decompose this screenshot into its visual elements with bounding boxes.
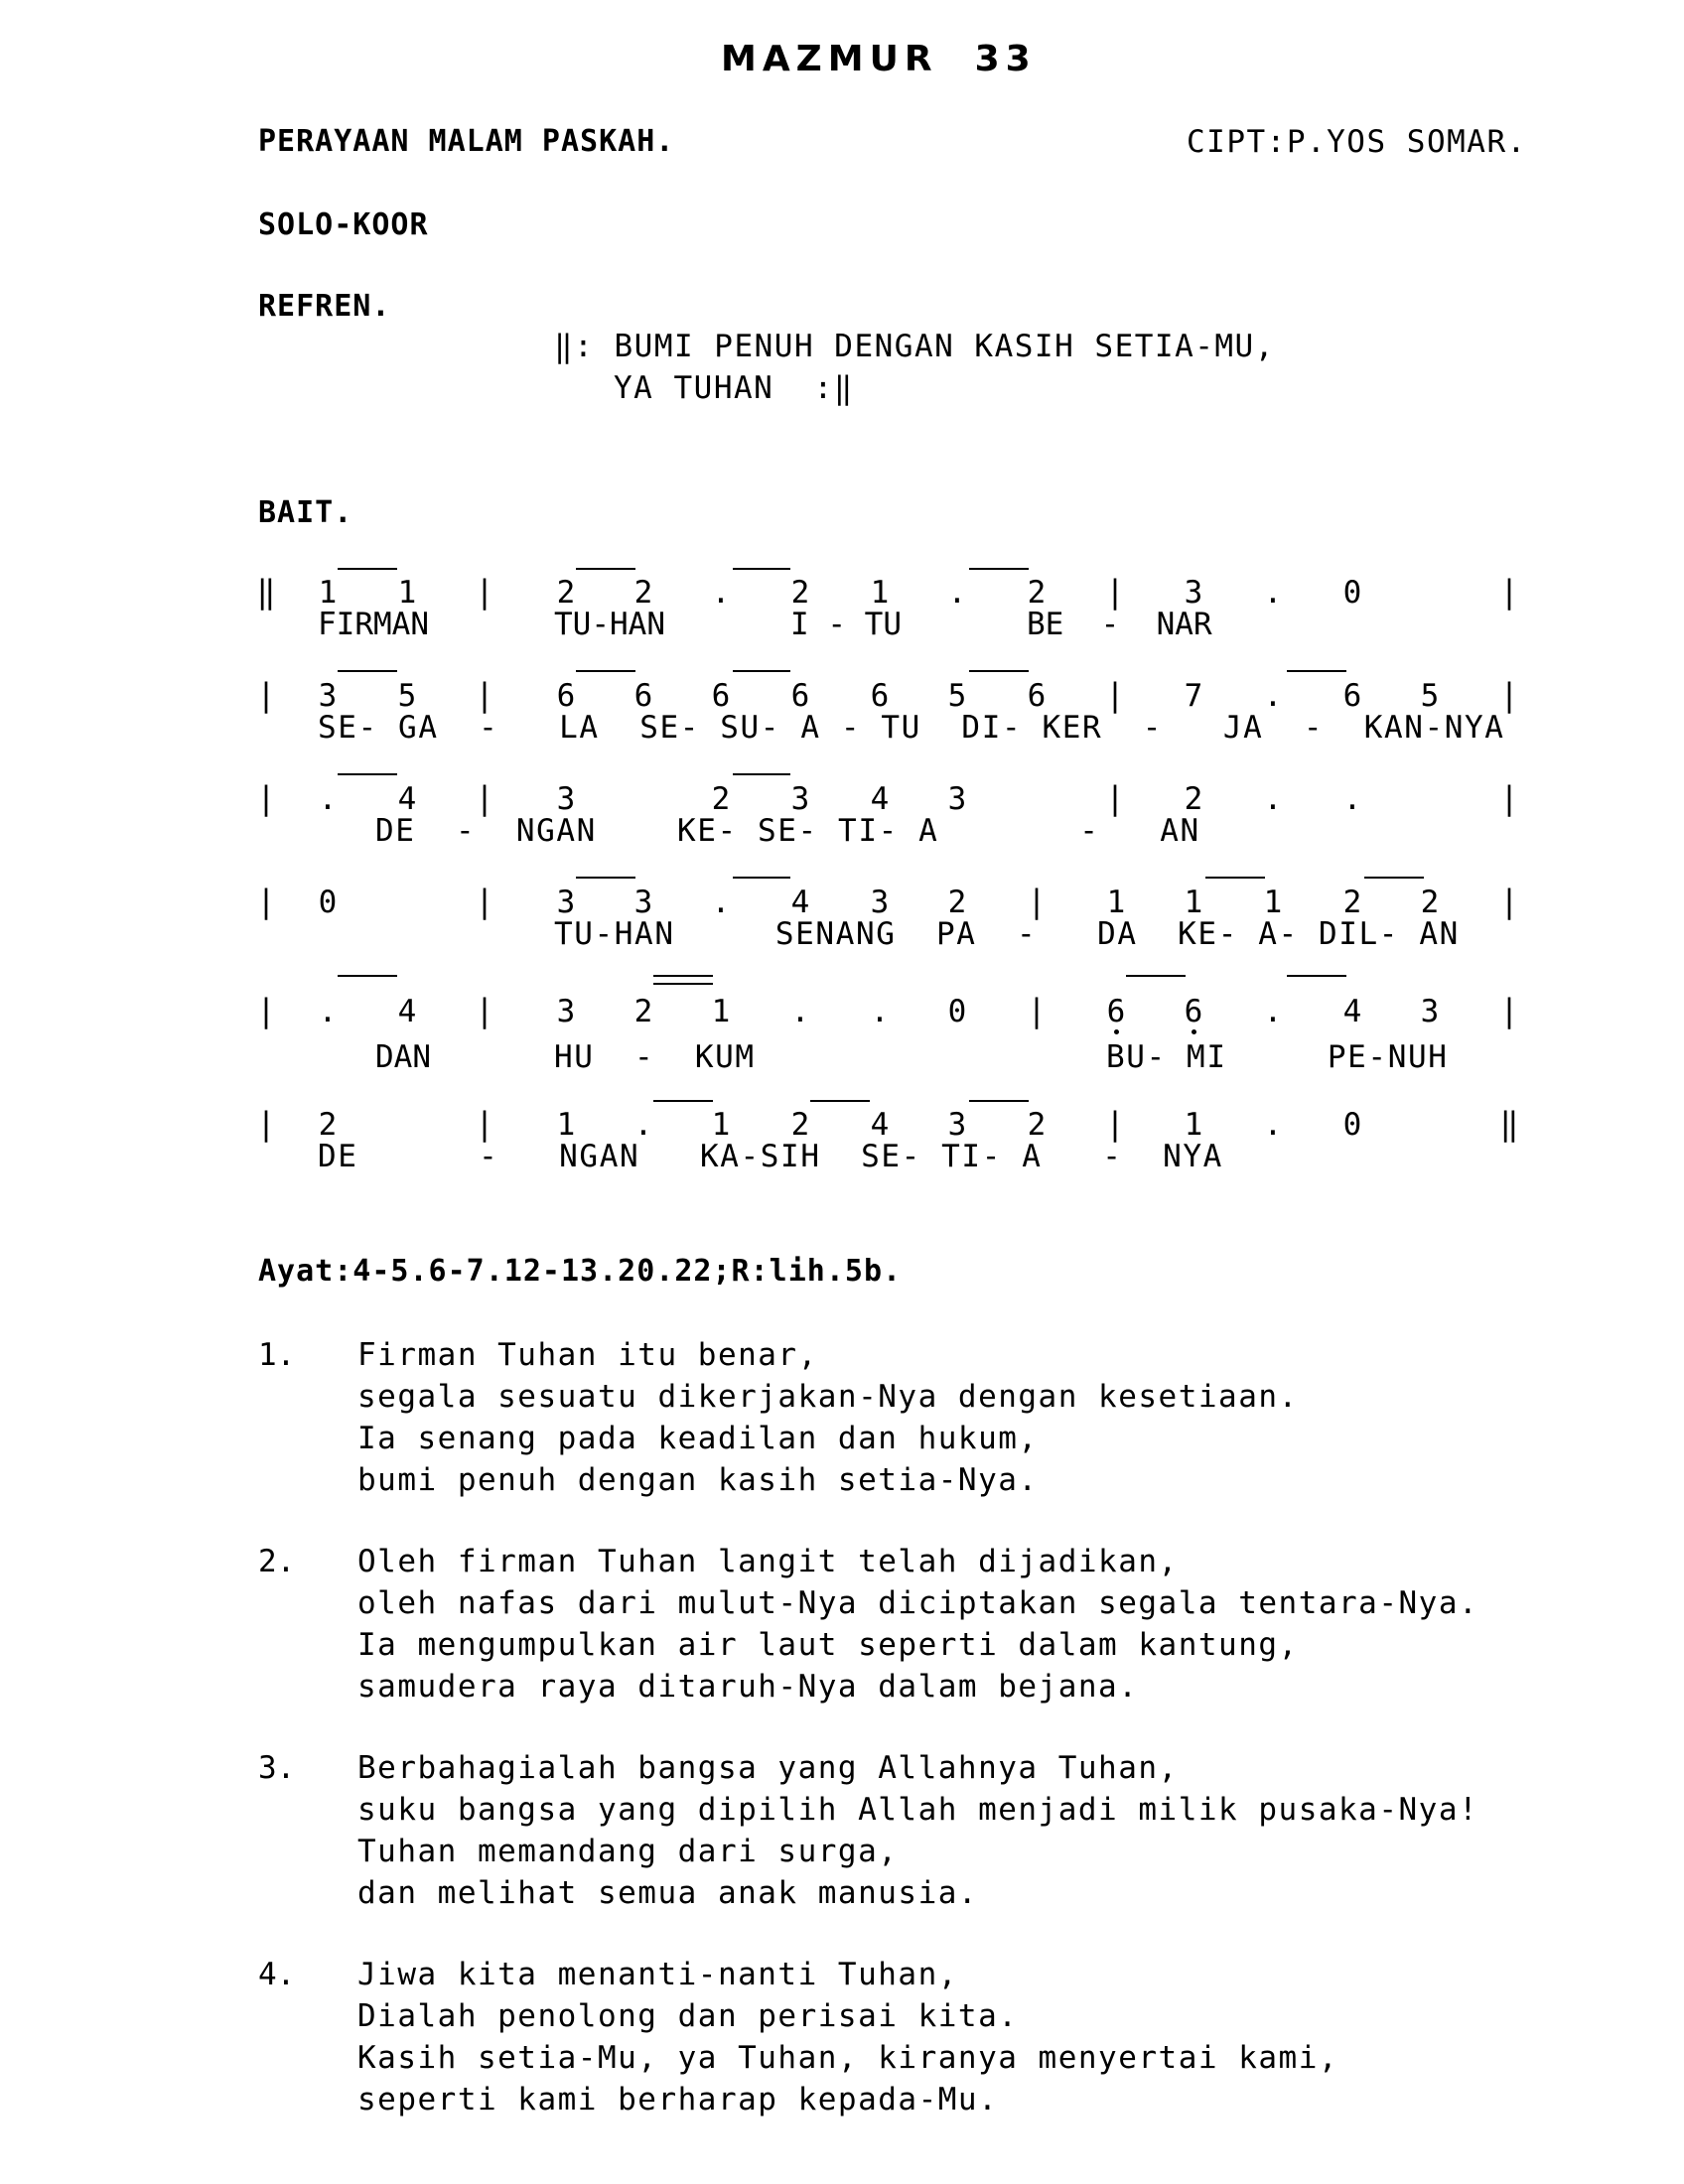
note: 2	[556, 575, 576, 611]
note: 4	[870, 781, 890, 817]
note: 2	[633, 575, 653, 611]
verse-line: oleh nafas dari mulut-Nya diciptakan segala tentara-Nya.	[357, 1585, 1479, 1621]
verse-line: Dialah penolong dan perisai kita.	[357, 1998, 1019, 2034]
note: 2	[1420, 885, 1440, 920]
barline: |	[1027, 992, 1047, 1029]
note: 2	[947, 885, 967, 920]
note: 1	[556, 1107, 576, 1143]
note: 3	[633, 885, 653, 920]
beam	[969, 670, 1029, 672]
verse-line: bumi penuh dengan kasih setia-Nya.	[357, 1462, 1039, 1498]
barline: |	[256, 676, 276, 714]
note: .	[711, 885, 731, 920]
note: 6	[1342, 678, 1362, 714]
note: .	[318, 781, 338, 817]
note: 3	[1184, 575, 1203, 611]
verse-line: Firman Tuhan itu benar,	[357, 1337, 818, 1373]
beam	[810, 1100, 870, 1102]
note: 2	[790, 575, 810, 611]
barline: |	[475, 779, 494, 817]
beam	[1364, 877, 1424, 879]
refrain-heading: REFREN.	[258, 289, 391, 324]
barline: |	[1105, 779, 1125, 817]
barline: |	[256, 779, 276, 817]
note: 2	[1342, 885, 1362, 920]
note: 2	[1027, 575, 1047, 611]
note: .	[711, 575, 731, 611]
note: 3	[556, 781, 576, 817]
lyric: BU- MI PE-NUH	[1106, 1039, 1449, 1075]
verse-line: Ia senang pada keadilan dan hukum,	[357, 1421, 1039, 1456]
note: 1	[1106, 885, 1126, 920]
verse-line: segala sesuatu dikerjakan-Nya dengan kesetiaan.	[357, 1379, 1299, 1415]
verse-line: Kasih setia-Mu, ya Tuhan, kiranya menyertai kami,	[357, 2040, 1339, 2076]
lyric: DE - NGAN KA-SIH SE- TI- A - NYA	[318, 1139, 1223, 1174]
verse-number: 3.	[258, 1750, 296, 1786]
lyric: BE - NAR	[1027, 607, 1212, 642]
verse-line: seperti kami berharap kepada-Mu.	[357, 2082, 999, 2117]
note: 1	[1184, 1107, 1203, 1143]
note: 2	[1027, 1107, 1047, 1143]
barline: |	[1499, 779, 1519, 817]
beam	[653, 983, 713, 985]
note: 1	[318, 575, 338, 611]
note: 4	[870, 1107, 890, 1143]
note: 1	[711, 1107, 731, 1143]
note: .	[790, 994, 810, 1029]
note: 0	[1342, 1107, 1362, 1143]
beam	[338, 975, 397, 977]
note: 0	[1342, 575, 1362, 611]
note: 3	[1420, 994, 1440, 1029]
note: 6	[1027, 678, 1047, 714]
beam	[1287, 670, 1346, 672]
barline: |	[1499, 883, 1519, 920]
note: .	[1263, 994, 1283, 1029]
note: 6	[711, 678, 731, 714]
note: 7	[1184, 678, 1203, 714]
note: 3	[556, 885, 576, 920]
lyric: HU - KUM	[554, 1039, 756, 1075]
note: 6	[870, 678, 890, 714]
octave-dot	[1114, 1029, 1119, 1034]
note: 4	[397, 781, 417, 817]
note: 4	[397, 994, 417, 1029]
note: .	[633, 1107, 653, 1143]
note: .	[318, 994, 338, 1029]
note: 1	[397, 575, 417, 611]
octave-dot	[1192, 1029, 1196, 1034]
lyric: SE- GA - LA SE- SU- A - TU DI- KER - JA - KAN-NYA	[318, 710, 1505, 746]
note: 5	[1420, 678, 1440, 714]
lyric: DAN	[375, 1039, 431, 1075]
note: 1	[1184, 885, 1203, 920]
beam	[653, 1100, 713, 1102]
barline: |	[1499, 573, 1519, 611]
verse-line: suku bangsa yang dipilih Allah menjadi milik pusaka-Nya!	[357, 1792, 1479, 1828]
verse-line: Tuhan memandang dari surga,	[357, 1834, 899, 1869]
beam	[733, 568, 790, 570]
beam	[576, 568, 635, 570]
barline: |	[256, 992, 276, 1029]
bait-heading: BAIT.	[258, 495, 353, 530]
verse-line: Ia mengumpulkan air laut seperti dalam kantung,	[357, 1627, 1299, 1663]
barline: |	[1105, 676, 1125, 714]
note: .	[1263, 678, 1283, 714]
beam	[733, 773, 790, 775]
note: 3	[947, 781, 967, 817]
note: 3	[318, 678, 338, 714]
verse-line: samudera raya ditaruh-Nya dalam bejana.	[357, 1669, 1139, 1705]
verse-reference: Ayat:4-5.6-7.12-13.20.22;R:lih.5b.	[258, 1254, 903, 1289]
beam	[733, 670, 790, 672]
barline: |	[1027, 883, 1047, 920]
composer-label: CIPT:P.YOS SOMAR.	[1187, 124, 1527, 160]
barline: |	[1105, 1105, 1125, 1143]
barline: |	[475, 992, 494, 1029]
note: 2	[318, 1107, 338, 1143]
barline: |	[475, 883, 494, 920]
barline: |	[1499, 676, 1519, 714]
note: 6	[633, 678, 653, 714]
note: 5	[947, 678, 967, 714]
beam	[338, 773, 397, 775]
note: 2	[711, 781, 731, 817]
verse-line: Berbahagialah bangsa yang Allahnya Tuhan,	[357, 1750, 1179, 1786]
note: 3	[870, 885, 890, 920]
note: 4	[790, 885, 810, 920]
beam	[576, 877, 635, 879]
note: 1	[1263, 885, 1283, 920]
beam	[733, 877, 790, 879]
occasion-label: PERAYAAN MALAM PASKAH.	[258, 124, 675, 159]
barline: |	[475, 676, 494, 714]
note: 3	[556, 994, 576, 1029]
beam	[338, 568, 397, 570]
note: .	[870, 994, 890, 1029]
verse-line: Jiwa kita menanti-nanti Tuhan,	[357, 1957, 958, 1992]
barline: |	[1105, 573, 1125, 611]
beam	[969, 568, 1029, 570]
beam	[969, 1100, 1029, 1102]
lyric: I - TU	[790, 607, 902, 642]
voicing-label: SOLO-KOOR	[258, 207, 429, 242]
beam	[1126, 975, 1186, 977]
verse-number: 4.	[258, 1957, 296, 1992]
beam	[576, 670, 635, 672]
note: 6	[1184, 994, 1203, 1029]
barline: |	[475, 1105, 494, 1143]
page-title: MAZMUR 33	[721, 39, 1037, 79]
verse-number: 2.	[258, 1544, 296, 1579]
note: .	[1263, 781, 1283, 817]
note: 1	[711, 994, 731, 1029]
verse-number: 1.	[258, 1337, 296, 1373]
note: 2	[1184, 781, 1203, 817]
note: 1	[870, 575, 890, 611]
lyric: DE - NGAN KE- SE- TI- A - AN	[375, 813, 1200, 849]
lyric: FIRMAN	[318, 607, 429, 642]
double-barline: ‖	[1499, 1105, 1519, 1143]
barline: |	[256, 883, 276, 920]
lyric: TU-HAN	[554, 607, 665, 642]
beam	[653, 975, 713, 977]
double-barline: ‖	[256, 573, 276, 611]
barline: |	[1499, 992, 1519, 1029]
verse-line: dan melihat semua anak manusia.	[357, 1875, 979, 1911]
note: .	[1342, 781, 1362, 817]
note: .	[1263, 1107, 1283, 1143]
beam	[1287, 975, 1346, 977]
note: 2	[633, 994, 653, 1029]
note: 6	[790, 678, 810, 714]
barline: |	[475, 573, 494, 611]
note: 0	[318, 885, 338, 920]
note: .	[1263, 575, 1283, 611]
note: 0	[947, 994, 967, 1029]
note: 5	[397, 678, 417, 714]
beam	[1205, 877, 1265, 879]
note: 2	[790, 1107, 810, 1143]
beam	[338, 670, 397, 672]
note: 3	[947, 1107, 967, 1143]
note: .	[947, 575, 967, 611]
note: 6	[556, 678, 576, 714]
refrain-line-2: YA TUHAN :‖	[614, 370, 854, 406]
note: 4	[1342, 994, 1362, 1029]
note: 6	[1106, 994, 1126, 1029]
lyric: TU-HAN SENANG PA - DA KE- A- DIL- AN	[554, 916, 1460, 952]
refrain-line-1: ‖: BUMI PENUH DENGAN KASIH SETIA-MU,	[554, 329, 1275, 364]
barline: |	[256, 1105, 276, 1143]
note: 3	[790, 781, 810, 817]
verse-line: Oleh firman Tuhan langit telah dijadikan,	[357, 1544, 1179, 1579]
